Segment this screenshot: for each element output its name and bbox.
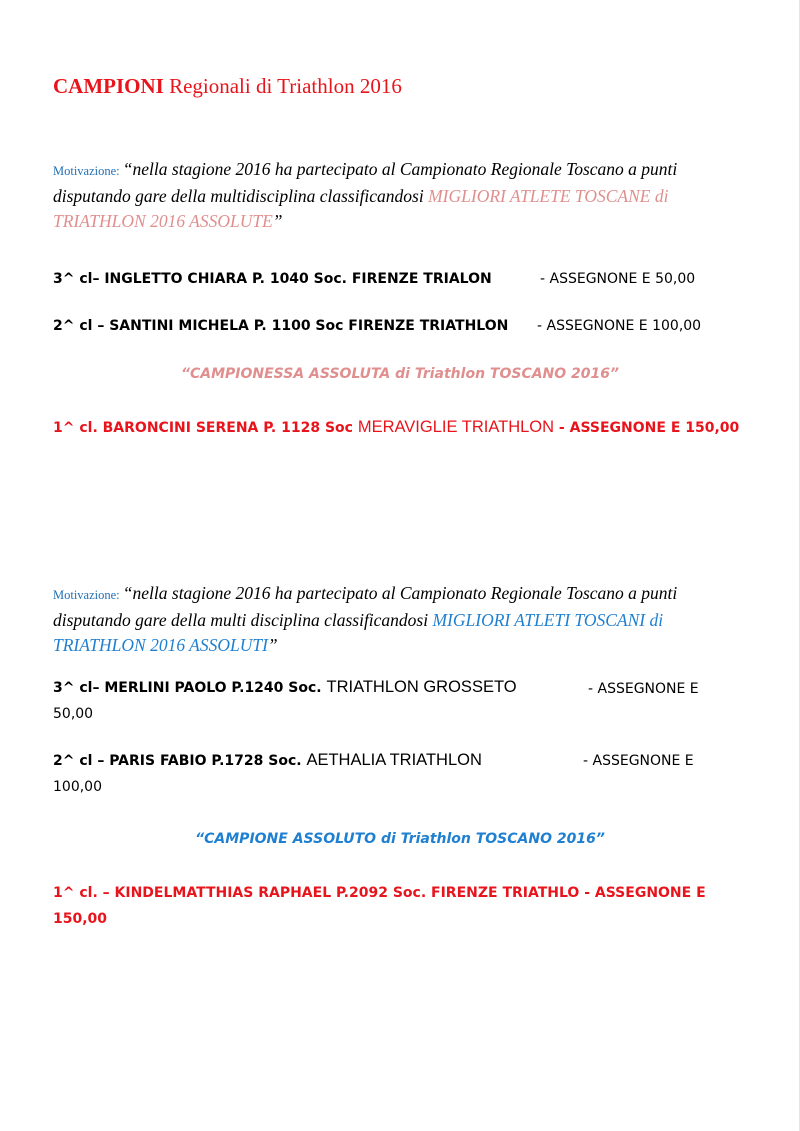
- women-first-place: [53, 414, 743, 441]
- men-third-club: TRIATHLON GROSSETO: [326, 678, 517, 696]
- motivation-label: Motivazione:: [53, 588, 123, 602]
- motivation-highlight: MIGLIORI ATLETE TOSCANE di TRIATHLON 2016 ASSOLUTE: [53, 186, 669, 231]
- title-bold: CAMPIONI: [53, 74, 164, 98]
- men-first-amount: 150,00: [53, 911, 108, 927]
- men-second-place: [53, 751, 482, 770]
- men-third-place: [53, 678, 517, 697]
- men-second-name: 2^ cl – PARIS FABIO P.1728 Soc.: [53, 753, 307, 769]
- motivation-men: [53, 581, 753, 658]
- men-second-amount: 100,00: [53, 779, 102, 795]
- men-third-amount: 50,00: [53, 706, 94, 722]
- women-second-prize: - ASSEGNONE E 100,00: [537, 318, 702, 334]
- page-title: [53, 74, 402, 99]
- motivation-close: ”: [272, 211, 283, 231]
- motivation-text: “nella stagione 2016 ha partecipato al Campionato Regionale Toscano a punti disputando gare della multi disciplina classificandosi: [53, 583, 678, 630]
- women-third-place: 3^ cl– INGLETTO CHIARA P. 1040 Soc. FIRENZE TRIALON: [53, 271, 492, 287]
- motivation-women: [53, 157, 753, 234]
- men-third-name: 3^ cl– MERLINI PAOLO P.1240 Soc.: [53, 680, 327, 696]
- women-second-place: 2^ cl – SANTINI MICHELA P. 1100 Soc FIRENZE TRIATHLON: [53, 318, 509, 334]
- title-rest: Regionali di Triathlon 2016: [163, 74, 402, 98]
- women-first-club: MERAVIGLIE TRIATHLON: [357, 418, 555, 436]
- men-first-place: 1^ cl. – KINDELMATTHIAS RAPHAEL P.2092 Soc. FIRENZE TRIATHLO - ASSEGNONE E: [53, 885, 706, 901]
- motivation-label: Motivazione:: [53, 164, 123, 178]
- women-champion-subtitle: “CAMPIONESSA ASSOLUTA di Triathlon TOSCANO 2016”: [180, 366, 620, 382]
- men-third-prize: - ASSEGNONE E: [588, 681, 699, 697]
- men-champion-subtitle: “CAMPIONE ASSOLUTO di Triathlon TOSCANO 2016”: [195, 831, 605, 847]
- men-second-prize: - ASSEGNONE E: [583, 753, 694, 769]
- women-first-prize: - ASSEGNONE E 150,00: [554, 420, 740, 436]
- women-first-name: 1^ cl. BARONCINI SERENA P. 1128 Soc: [53, 420, 358, 436]
- motivation-text: “nella stagione 2016 ha partecipato al Campionato Regionale Toscano a punti disputando gare della multidisciplina classificandosi: [53, 159, 678, 206]
- motivation-close: ”: [267, 635, 278, 655]
- men-second-club: AETHALIA TRIATHLON: [306, 751, 482, 769]
- women-third-prize: - ASSEGNONE E 50,00: [540, 271, 696, 287]
- motivation-highlight: MIGLIORI ATLETI TOSCANI di TRIATHLON 2016 ASSOLUTI: [53, 610, 664, 655]
